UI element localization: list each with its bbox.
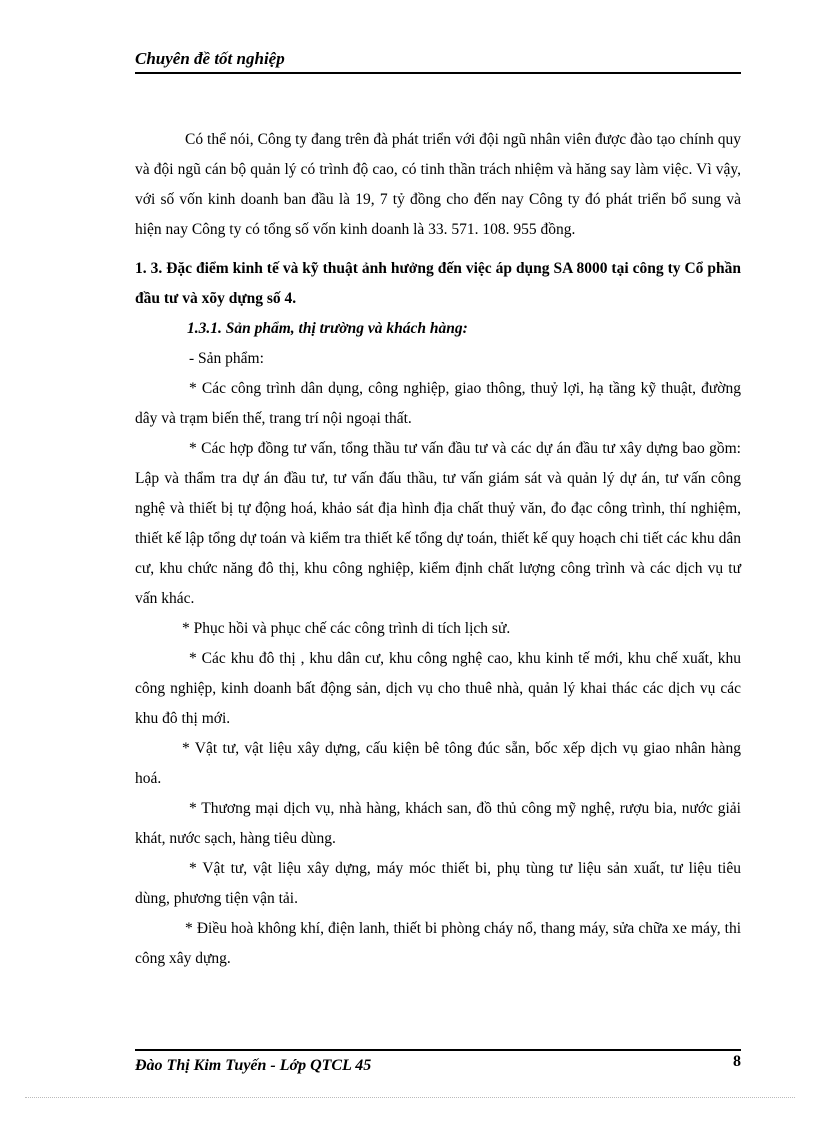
product-item: * Vật tư, vật liệu xây dựng, cấu kiện bê tông đúc sẵn, bốc xếp dịch vụ giao nhân hàng hoá. [135, 740, 741, 787]
body-text [135, 125, 741, 974]
header-title: Chuyên đề tốt nghiệp [135, 49, 285, 68]
product-item: * Phục hồi và phục chế các công trình di tích lịch sử. [182, 620, 511, 637]
products-label: - Sản phẩm: [189, 350, 264, 367]
header-rule [135, 72, 741, 74]
product-item: * Thương mại dịch vụ, nhà hàng, khách san, đồ thủ công mỹ nghệ, rượu bia, nước giải khát, nước sạch, hàng tiêu dùng. [135, 800, 741, 847]
intro-paragraph: Có thể nói, Công ty đang trên đà phát triển với đội ngũ nhân viên được đào tạo chính quy và đội ngũ cán bộ quản lý có trình độ cao, có tinh thần trách nhiệm và hăng say làm việc. Vì vậy, với số vốn kinh doanh ban đầu là 19, 7 tỷ đồng cho đến nay Công ty đó phát triển bổ sung và hiện nay Công ty có tổng số vốn kinh doanh là 33. 571. 108. 955 đồng. [135, 131, 741, 238]
product-item: * Các khu đô thị , khu dân cư, khu công nghệ cao, khu kinh tế mới, khu chế xuất, khu công nghiệp, kinh doanh bất động sản, dịch vụ cho thuê nhà, quản lý khai thác các dịch vụ các khu đô thị mới. [135, 650, 741, 727]
product-item: * Các hợp đồng tư vấn, tổng thầu tư vấn đầu tư và các dự án đầu tư xây dựng bao gồm: Lập và thẩm tra dự án đầu tư, tư vấn đấu thầu, tư vấn giám sát và quản lý dự án, tư vấn công nghệ và thiết bị tự động hoá, khảo sát địa hình địa chất thuỷ văn, đo đạc công trình, thí nghiệm, thiết kế lập tổng dự toán và kiểm tra thiết kế tổng dự toán, thiết kế quy hoạch chi tiết các khu dân cư, khu chức năng đô thị, khu công nghiệp, kiểm định chất lượng công trình và các dịch vụ tư vấn khác. [135, 440, 741, 607]
product-item: * Vật tư, vật liệu xây dựng, máy móc thiết bi, phụ tùng tư liệu sản xuất, tư liệu tiêu dùng, phương tiện vận tải. [135, 860, 741, 907]
subsection-heading: 1.3.1. Sản phẩm, thị trường và khách hàng: [187, 320, 468, 337]
product-item: * Điều hoà không khí, điện lanh, thiết bi phòng cháy nổ, thang máy, sửa chữa xe máy, thi công xây dựng. [135, 920, 741, 967]
product-item: * Các công trình dân dụng, công nghiệp, giao thông, thuỷ lợi, hạ tầng kỹ thuật, đường dây và trạm biến thế, trang trí nội ngoại thất. [135, 380, 741, 427]
page-bottom-divider [25, 1097, 795, 1098]
page-number: 8 [733, 1053, 741, 1070]
footer-rule [135, 1049, 741, 1051]
footer-author: Đào Thị Kim Tuyến - Lớp QTCL 45 [135, 1057, 372, 1074]
section-heading: 1. 3. Đặc điểm kinh tế và kỹ thuật ảnh hưởng đến việc áp dụng SA 8000 tại công ty Cổ phần đầu tư và xõy dựng số 4. [135, 260, 741, 307]
